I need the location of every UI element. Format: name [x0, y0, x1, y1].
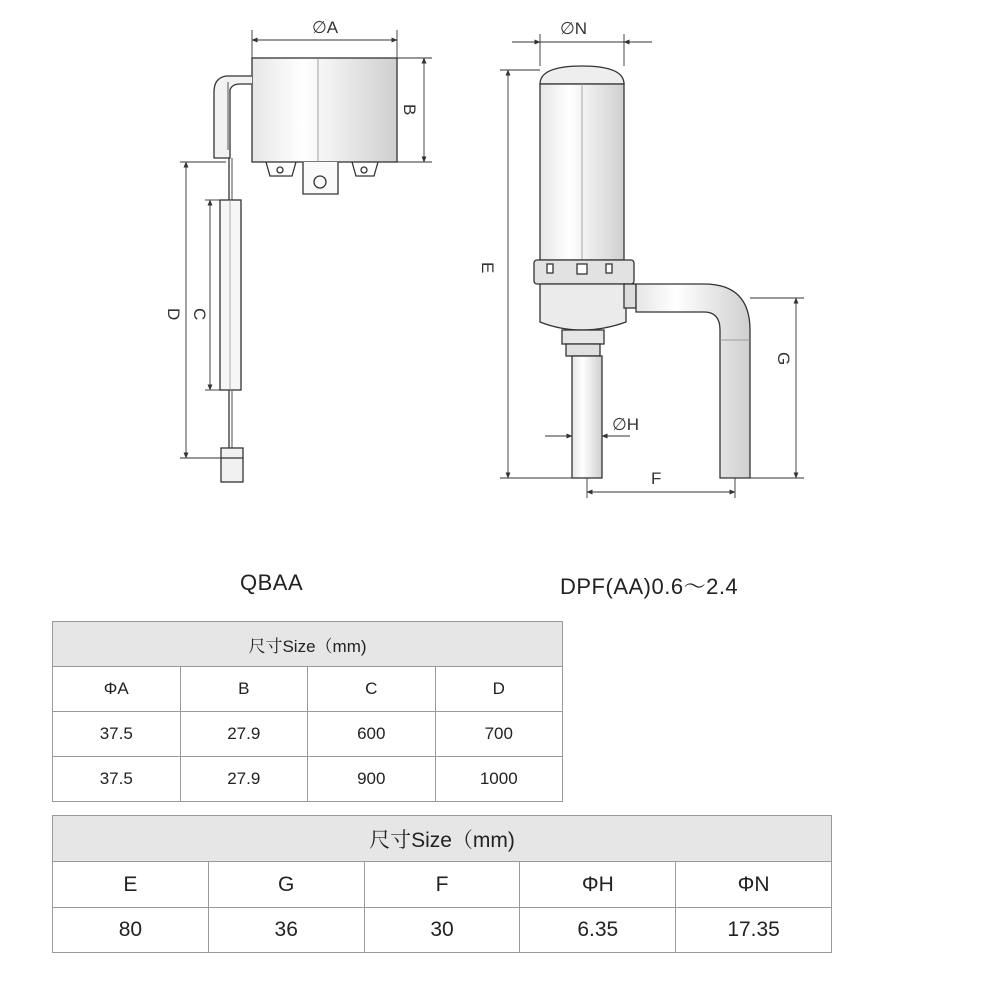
table-cell: 600: [308, 712, 436, 757]
wire-sleeve: [220, 200, 241, 390]
table-cell: 6.35: [520, 908, 676, 953]
table-title: 尺寸Size（mm): [53, 816, 832, 862]
qbaa-caption: QBAA: [240, 570, 304, 595]
table-cell: 80: [53, 908, 209, 953]
table-row: [53, 757, 563, 802]
table-cell: 37.5: [53, 712, 181, 757]
table-cell: 30: [364, 908, 520, 953]
dpf-valve-drawing: [534, 66, 750, 478]
inlet-tube: [572, 356, 602, 478]
col-header-h: ΦH: [520, 862, 676, 908]
col-header-c: C: [308, 667, 436, 712]
table-cell: 17.35: [676, 908, 832, 953]
dim-label-d: D: [164, 308, 183, 321]
coil-body: [252, 58, 397, 162]
dim-label-a: ∅A: [312, 18, 339, 37]
coil-clip: [214, 76, 252, 158]
dim-label-h: ∅H: [612, 415, 640, 434]
table-cell: 37.5: [53, 757, 181, 802]
table-cell: 27.9: [180, 757, 308, 802]
dim-label-n: ∅N: [560, 19, 588, 38]
table-row: [53, 712, 563, 757]
col-header-a: ΦA: [53, 667, 181, 712]
col-header-e: E: [53, 862, 209, 908]
outlet-tube: [636, 284, 750, 478]
dim-label-f: F: [651, 469, 662, 488]
qbaa-size-table: [52, 621, 563, 802]
col-header-n: ΦN: [676, 862, 832, 908]
col-header-d: D: [435, 667, 563, 712]
dim-label-e: E: [478, 262, 497, 274]
dim-label-c: C: [190, 308, 209, 321]
table-cell: 700: [435, 712, 563, 757]
dim-label-g: G: [774, 352, 793, 366]
table-cell: 900: [308, 757, 436, 802]
dpf-size-table: [52, 815, 832, 953]
table-cell: 1000: [435, 757, 563, 802]
wire-connector: [221, 448, 243, 482]
col-header-f: F: [364, 862, 520, 908]
dpf-caption: DPF(AA)0.6～2.4: [560, 574, 739, 599]
table-cell: 27.9: [180, 712, 308, 757]
mounting-tab: [303, 162, 338, 194]
col-header-b: B: [180, 667, 308, 712]
table-row: [53, 908, 832, 953]
dim-label-b: B: [400, 104, 419, 116]
table-title: 尺寸Size（mm): [53, 622, 563, 667]
qbaa-coil-drawing: [214, 58, 397, 482]
table-cell: 36: [208, 908, 364, 953]
col-header-g: G: [208, 862, 364, 908]
